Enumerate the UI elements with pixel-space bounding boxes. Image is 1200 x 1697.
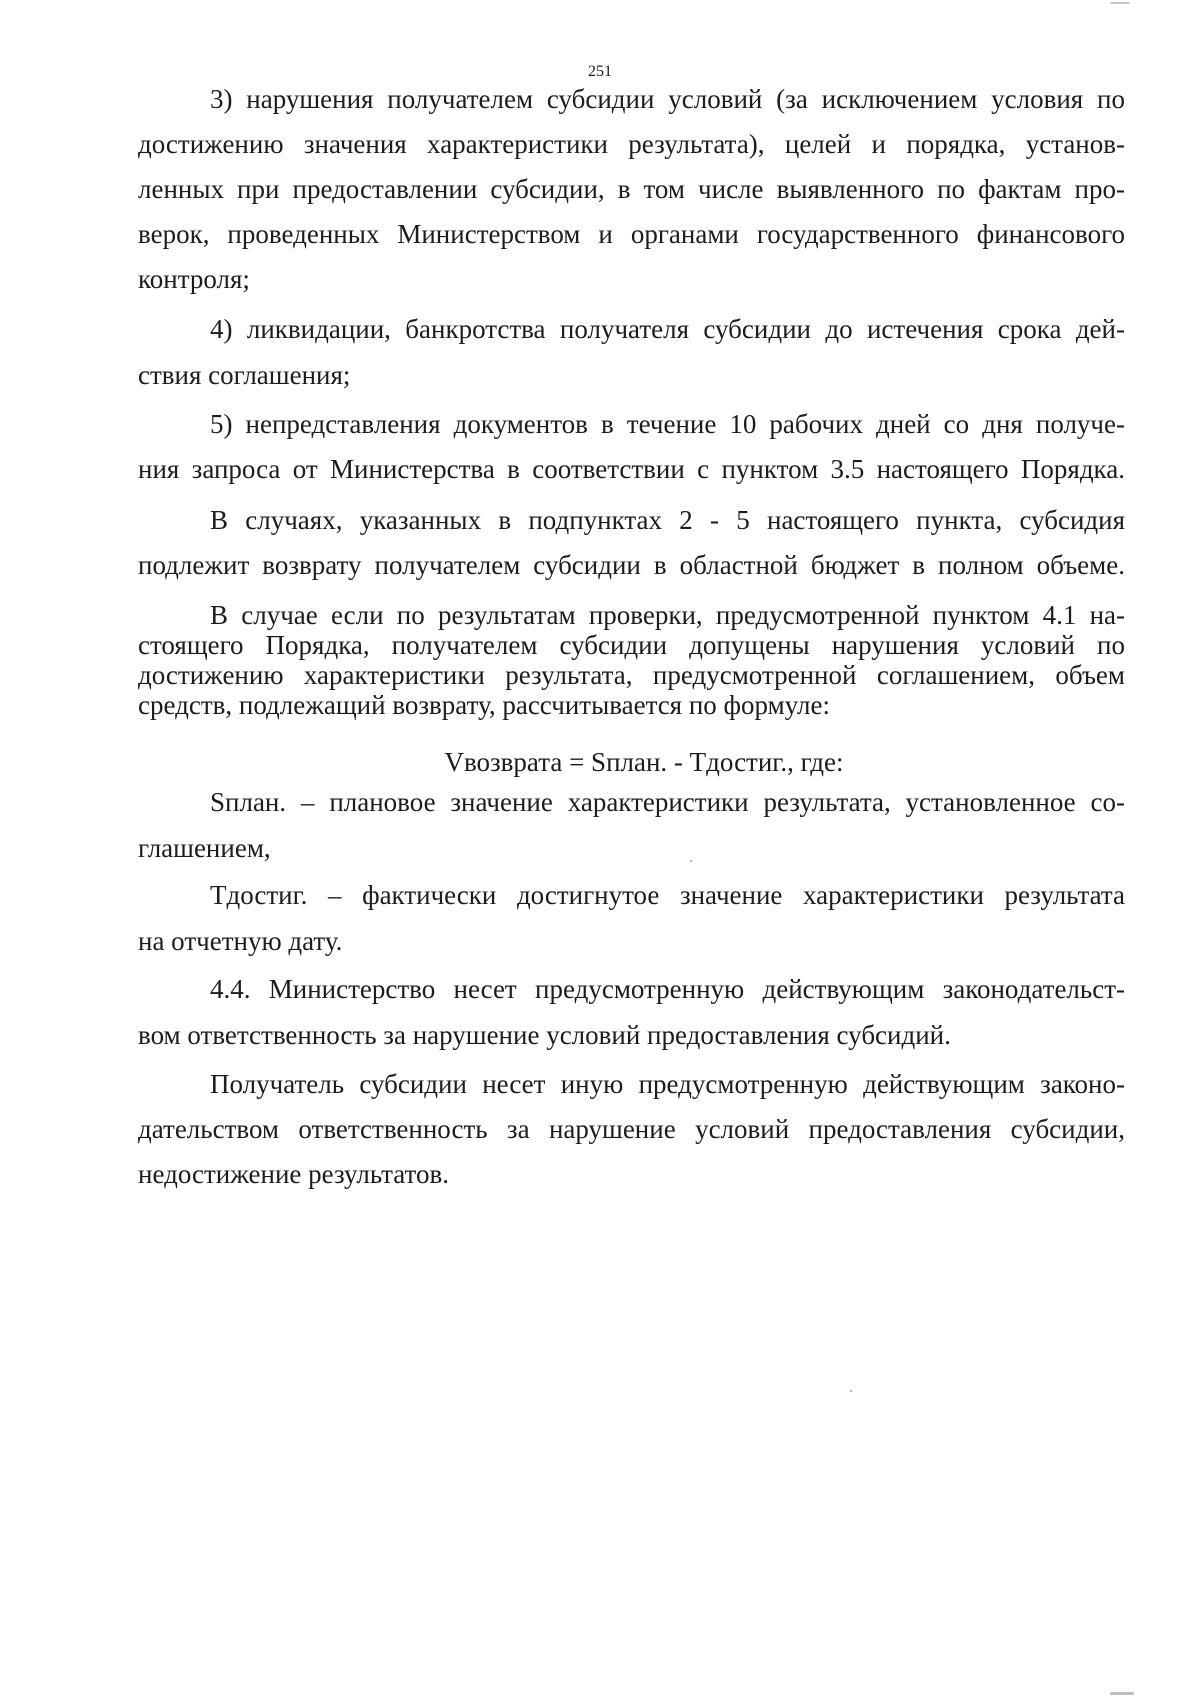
text-line: ленных при предоставлении субсидии, в том числе выявленного по фактам про- [138, 174, 1125, 204]
text-line: средств, подлежащий возврату, рассчитывается по формуле: [138, 690, 830, 720]
page-number: 251 [588, 63, 612, 80]
scan-speck [850, 1390, 852, 1392]
text-line: В случаях, указанных в подпунктах 2 - 5 настоящего пункта, субсидия [210, 505, 1125, 535]
text-line: Sплан. – плановое значение характеристики результата, установленное со- [210, 787, 1125, 817]
scan-mark [1110, 1692, 1134, 1695]
text-line: верок, проведенных Министерством и органами государственного финансового [138, 219, 1125, 249]
text-line: контроля; [138, 264, 250, 294]
text-line: глашением, [138, 833, 271, 863]
text-line: 5) непредставления документов в течение 10 рабочих дней со дня получе- [210, 409, 1125, 439]
text-line: В случае если по результатам проверки, предусмотренной пунктом 4.1 на- [210, 600, 1125, 630]
text-line: 4) ликвидации, банкротства получателя субсидии до истечения срока дей- [210, 314, 1125, 344]
text-line: ния запроса от Министерства в соответствии с пунктом 3.5 настоящего Порядка. [138, 454, 1125, 484]
text-line: недостижение результатов. [138, 1159, 449, 1189]
text-line: стоящего Порядка, получателем субсидии допущены нарушения условий по [138, 630, 1125, 660]
text-line: подлежит возврату получателем субсидии в областной бюджет в полном объеме. [138, 550, 1125, 580]
text-line: Получатель субсидии несет иную предусмотренную действующим законо- [210, 1069, 1125, 1099]
text-line: 4.4. Министерство несет предусмотренную действующим законодательст- [210, 974, 1125, 1004]
text-line: 3) нарушения получателем субсидии условий (за исключением условия по [210, 84, 1125, 114]
formula: Vвозврата = Sплан. - Tдостиг., где: [444, 747, 844, 777]
text-line: на отчетную дату. [138, 926, 343, 956]
text-line: Tдостиг. – фактически достигнутое значение характеристики результата [210, 880, 1125, 910]
text-line: достижению характеристики результата, предусмотренной соглашением, объем [138, 660, 1125, 690]
scan-speck [690, 860, 692, 862]
text-line: ствия соглашения; [138, 360, 351, 390]
scan-mark [1110, 2, 1130, 4]
text-line: вом ответственность за нарушение условий предоставления субсидий. [138, 1020, 951, 1050]
text-line: дательством ответственность за нарушение условий предоставления субсидии, [138, 1114, 1125, 1144]
text-line: достижению значения характеристики результата), целей и порядка, установ- [138, 129, 1125, 159]
